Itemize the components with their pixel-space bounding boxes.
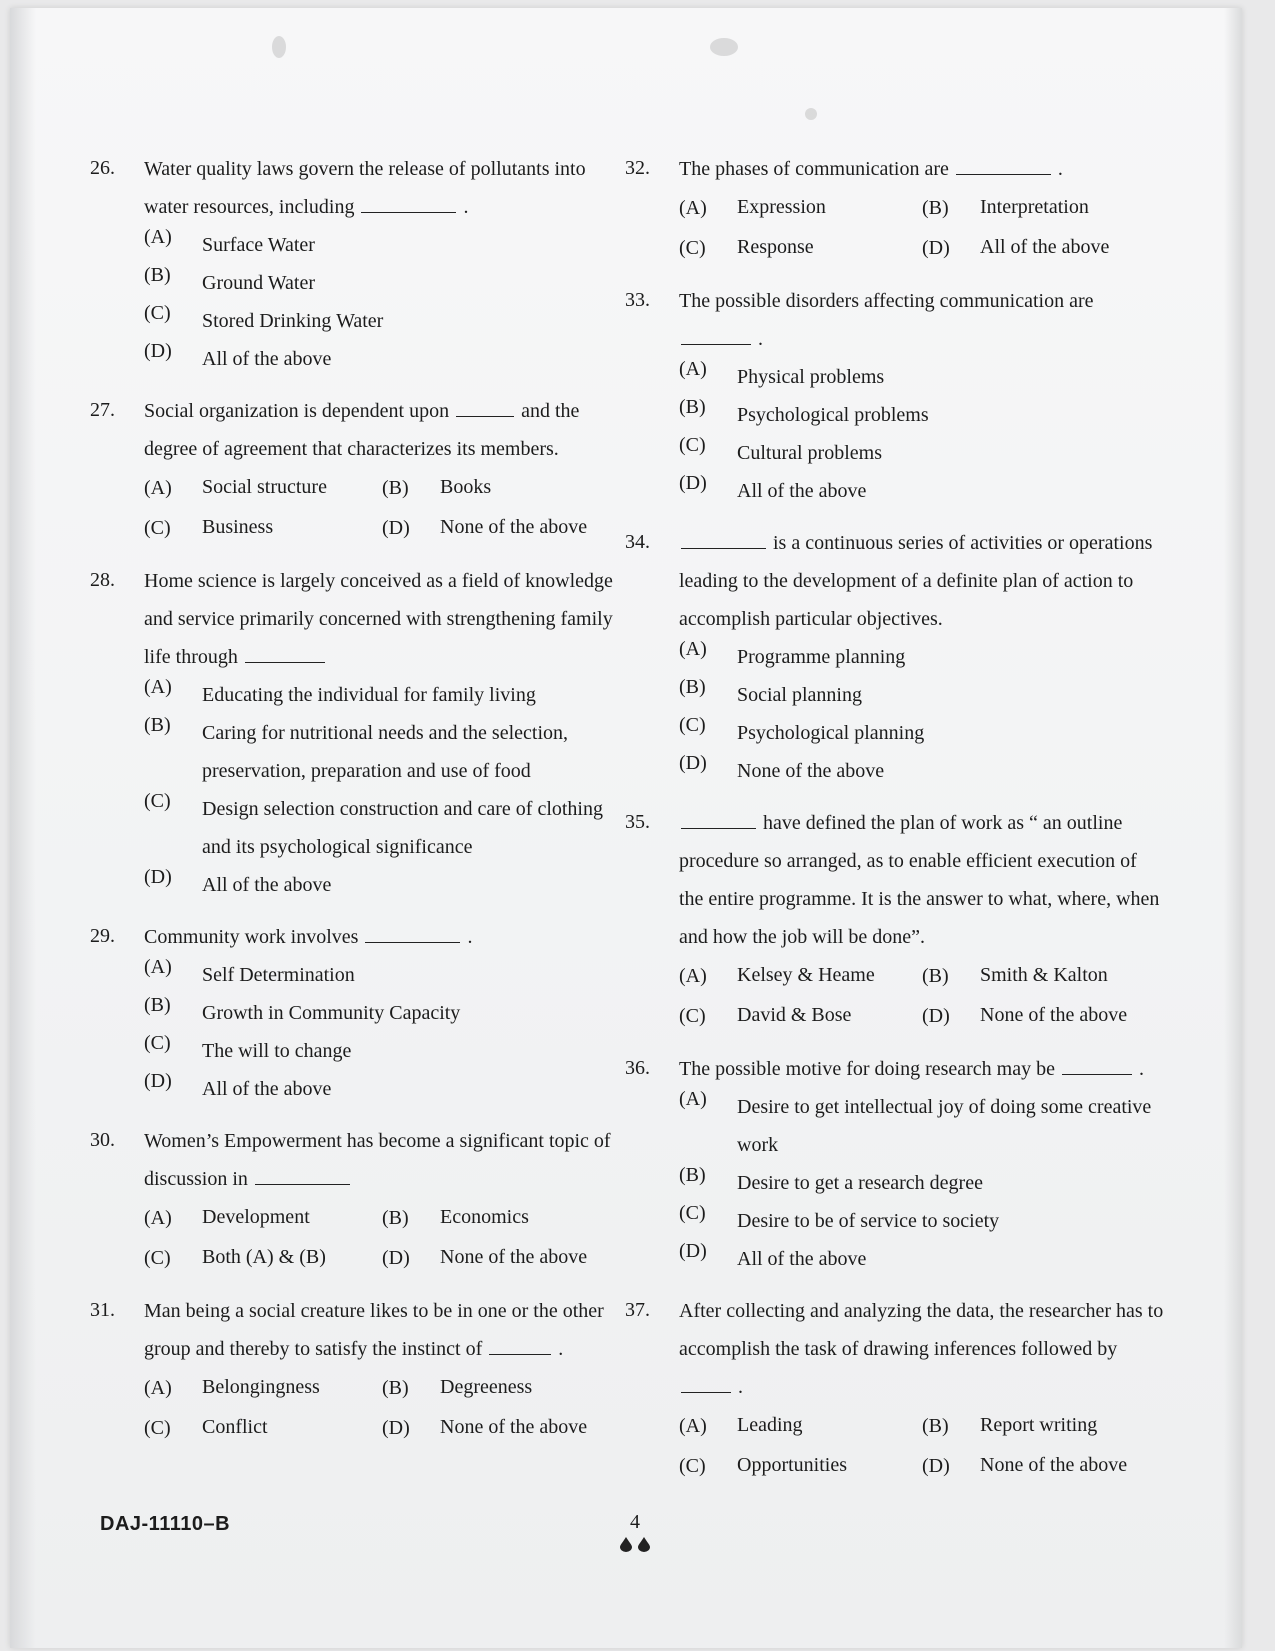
option-letter: (C) (679, 1005, 706, 1027)
option-letter: (C) (679, 237, 706, 259)
option-letter: (D) (922, 237, 950, 259)
question-text-after: and the degree of agreement that characterizes its members. (144, 400, 580, 460)
option-text: None of the above (440, 516, 588, 538)
option-letter: (A) (679, 358, 707, 380)
option-text: Belongingness (202, 1376, 320, 1398)
option-b (679, 396, 1165, 434)
question (90, 1292, 620, 1448)
option-c (679, 1202, 1165, 1240)
options (90, 956, 620, 1108)
option-letter: (B) (679, 1164, 706, 1186)
question-text-after: is a continuous series of activities or operations leading to the development of a definite plan of action to accomplish particular objectives. (679, 532, 1153, 630)
option-text: Design selection construction and care of clothing and its psychological significance (202, 798, 603, 858)
option-text: Stored Drinking Water (202, 310, 384, 332)
option-a (144, 468, 382, 508)
option-b (382, 1368, 620, 1408)
option-letter: (D) (144, 340, 172, 362)
option-a (679, 956, 922, 996)
option-letter: (B) (144, 714, 171, 736)
option-text: All of the above (202, 1078, 332, 1100)
option-text: Desire to be of service to society (737, 1210, 1000, 1232)
option-c (679, 434, 1165, 472)
option-text: None of the above (980, 1004, 1128, 1026)
option-letter: (B) (922, 1415, 949, 1437)
option-text: Caring for nutritional needs and the selection, preservation, preparation and use of food (202, 722, 569, 782)
option-letter: (A) (679, 1088, 707, 1110)
option-letter: (A) (144, 676, 172, 698)
option-c (144, 508, 382, 548)
answer-blank (1062, 1052, 1132, 1075)
option-a (144, 1368, 382, 1408)
option-d (679, 1240, 1165, 1278)
question-text-before: Community work involves (144, 926, 359, 948)
answer-blank (681, 322, 751, 345)
question-number: 28. (90, 569, 115, 591)
option-d (679, 472, 1165, 510)
option-text: None of the above (980, 1454, 1128, 1476)
option-row (679, 956, 1165, 996)
option-text: Social structure (202, 476, 327, 498)
option-letter: (C) (144, 1417, 171, 1439)
option-letter: (B) (382, 477, 409, 499)
option-c (144, 1238, 382, 1278)
question-number: 34. (625, 531, 650, 553)
option-letter: (B) (922, 197, 949, 219)
question-text (679, 524, 1165, 638)
option-a (144, 956, 620, 994)
question-text (679, 282, 1165, 358)
question-text (679, 150, 1165, 188)
option-b (922, 956, 1165, 996)
question-number: 32. (625, 157, 650, 179)
question-text (144, 1292, 620, 1368)
option-text: Response (737, 236, 814, 258)
option-text: The will to change (202, 1040, 352, 1062)
option-a (679, 188, 922, 228)
question-number: 30. (90, 1129, 115, 1151)
option-text: Educating the individual for family living (202, 684, 536, 706)
option-letter: (D) (922, 1005, 950, 1027)
right-column (625, 150, 1165, 1500)
option-d (144, 1070, 620, 1108)
option-b (144, 994, 620, 1032)
question-text-before: Water quality laws govern the release of pollutants into water resources, including (144, 158, 586, 218)
option-letter: (B) (382, 1377, 409, 1399)
question-text-before: The phases of communication are (679, 158, 949, 180)
question-text (144, 562, 620, 676)
answer-blank (681, 806, 756, 829)
question-text (144, 918, 620, 956)
option-letter: (B) (144, 994, 171, 1016)
question-text (679, 804, 1165, 956)
option-letter: (C) (144, 302, 171, 324)
paper-code: DAJ-11110–B (100, 1513, 231, 1535)
option-text: Both (A) & (B) (202, 1246, 326, 1268)
exam-page (10, 8, 1242, 1648)
question-number: 33. (625, 289, 650, 311)
answer-blank (361, 190, 456, 213)
question-text-after: have defined the plan of work as “ an outline procedure so arranged, as to enable efficient execution of the entire programme. It is the answer to what, where, when and how the job will be done”. (679, 812, 1160, 948)
option-text: Degreeness (440, 1376, 533, 1398)
answer-blank (456, 394, 514, 417)
options (625, 956, 1165, 1036)
question-text-after: . (758, 328, 763, 350)
option-text: All of the above (202, 874, 332, 896)
option-text: Self Determination (202, 964, 355, 986)
question-text-before: Women’s Empowerment has become a significant topic of discussion in (144, 1130, 611, 1190)
answer-blank (956, 152, 1051, 175)
option-b (922, 188, 1165, 228)
options (625, 1088, 1165, 1278)
question-text (144, 1122, 620, 1198)
answer-blank (681, 526, 766, 549)
option-text: Desire to get intellectual joy of doing some creative work (737, 1096, 1152, 1156)
drops-icon (617, 1536, 653, 1552)
question (625, 1050, 1165, 1278)
option-letter: (A) (679, 965, 707, 987)
option-text: Business (202, 516, 274, 538)
options (90, 1368, 620, 1448)
option-letter: (A) (679, 197, 707, 219)
question-number: 31. (90, 1299, 115, 1321)
option-b (679, 676, 1165, 714)
question-number: 26. (90, 157, 115, 179)
option-d (922, 228, 1165, 268)
option-c (679, 714, 1165, 752)
option-c (679, 228, 922, 268)
option-text: Expression (737, 196, 826, 218)
option-text: Psychological planning (737, 722, 925, 744)
option-text: Opportunities (737, 1454, 847, 1476)
option-text: Social planning (737, 684, 862, 706)
option-c (679, 996, 922, 1036)
question-number: 37. (625, 1299, 650, 1321)
option-b (679, 1164, 1165, 1202)
option-letter: (A) (144, 1377, 172, 1399)
option-text: Conflict (202, 1416, 268, 1438)
option-b (922, 1406, 1165, 1446)
option-b (382, 468, 620, 508)
question-number: 35. (625, 811, 650, 833)
options (90, 1198, 620, 1278)
option-letter: (C) (144, 790, 171, 812)
question (625, 524, 1165, 790)
option-letter: (D) (679, 472, 707, 494)
question (90, 562, 620, 904)
option-c (144, 302, 620, 340)
option-row (679, 1406, 1165, 1446)
option-letter: (D) (382, 517, 410, 539)
option-row (144, 1198, 620, 1238)
question-text-before: Social organization is dependent upon (144, 400, 450, 422)
scan-smudge (272, 36, 286, 58)
option-letter: (A) (144, 1207, 172, 1229)
option-text: Economics (440, 1206, 529, 1228)
option-d (144, 340, 620, 378)
question-text-before: Home science is largely conceived as a field of knowledge and service primarily concerned with strengthening family life through (144, 570, 613, 668)
option-c (679, 1446, 922, 1486)
option-row (144, 1238, 620, 1278)
option-text: Ground Water (202, 272, 315, 294)
option-letter: (C) (679, 714, 706, 736)
scan-edge-shadow (10, 8, 36, 1648)
option-letter: (B) (679, 396, 706, 418)
option-letter: (B) (922, 965, 949, 987)
option-text: Report writing (980, 1414, 1098, 1436)
option-text: All of the above (202, 348, 332, 370)
option-letter: (D) (144, 1070, 172, 1092)
option-text: Cultural problems (737, 442, 882, 464)
option-a (679, 358, 1165, 396)
option-a (679, 1088, 1165, 1164)
option-letter: (C) (679, 1202, 706, 1224)
option-text: None of the above (440, 1246, 588, 1268)
option-d (144, 866, 620, 904)
answer-blank (245, 640, 325, 663)
question-number: 36. (625, 1057, 650, 1079)
option-letter: (C) (144, 517, 171, 539)
question-text-before: The possible motive for doing research may be (679, 1058, 1055, 1080)
option-letter: (A) (144, 956, 172, 978)
option-row (144, 1408, 620, 1448)
option-letter: (B) (679, 676, 706, 698)
question (625, 804, 1165, 1036)
option-row (679, 1446, 1165, 1486)
option-letter: (D) (382, 1247, 410, 1269)
option-text: All of the above (737, 1248, 867, 1270)
option-c (144, 1408, 382, 1448)
option-text: Kelsey & Heame (737, 964, 875, 986)
question-text-after: . (1139, 1058, 1144, 1080)
answer-blank (681, 1370, 731, 1393)
option-letter: (C) (144, 1032, 171, 1054)
scan-smudge (710, 38, 738, 56)
option-d (382, 508, 620, 548)
option-letter: (D) (144, 866, 172, 888)
question (625, 150, 1165, 268)
option-row (679, 996, 1165, 1036)
options (625, 638, 1165, 790)
option-letter: (D) (679, 752, 707, 774)
question (90, 150, 620, 378)
option-letter: (B) (382, 1207, 409, 1229)
option-a (679, 638, 1165, 676)
option-row (144, 1368, 620, 1408)
option-text: Growth in Community Capacity (202, 1002, 461, 1024)
question (90, 918, 620, 1108)
option-a (144, 226, 620, 264)
option-text: David & Bose (737, 1004, 852, 1026)
question-text-before: After collecting and analyzing the data, the researcher has to accomplish the task of drawing inferences followed by (679, 1300, 1164, 1360)
option-letter: (A) (144, 477, 172, 499)
question-text-before: The possible disorders affecting communication are (679, 290, 1094, 312)
option-letter: (A) (679, 638, 707, 660)
option-text: None of the above (737, 760, 885, 782)
question-text-before: Man being a social creature likes to be in one or the other group and thereby to satisfy the instinct of (144, 1300, 604, 1360)
options (625, 358, 1165, 510)
question-text-after: . (1057, 158, 1063, 180)
option-c (144, 1032, 620, 1070)
option-d (382, 1238, 620, 1278)
option-d (922, 996, 1165, 1036)
question-text (144, 150, 620, 226)
option-row (144, 468, 620, 508)
answer-blank (365, 920, 460, 943)
question-text-after: . (467, 926, 473, 948)
options (90, 468, 620, 548)
question-number: 27. (90, 399, 115, 421)
question (625, 1292, 1165, 1486)
scan-smudge (805, 108, 817, 120)
option-c (144, 790, 620, 866)
answer-blank (489, 1332, 551, 1355)
option-text: Smith & Kalton (980, 964, 1108, 986)
options (90, 676, 620, 904)
options (90, 226, 620, 378)
option-b (144, 714, 620, 790)
answer-blank (255, 1162, 350, 1185)
option-letter: (A) (679, 1415, 707, 1437)
option-letter: (A) (144, 226, 172, 248)
options (625, 1406, 1165, 1486)
option-letter: (C) (679, 1455, 706, 1477)
question-text-after: . (558, 1338, 564, 1360)
option-letter: (D) (679, 1240, 707, 1262)
question-text (679, 1050, 1165, 1088)
option-text: Interpretation (980, 196, 1089, 218)
option-row (144, 508, 620, 548)
option-text: Desire to get a research degree (737, 1172, 983, 1194)
option-text: Programme planning (737, 646, 906, 668)
question (90, 1122, 620, 1278)
scan-right-edge (1224, 8, 1242, 1648)
option-row (679, 228, 1165, 268)
option-b (382, 1198, 620, 1238)
options (625, 188, 1165, 268)
option-text: All of the above (737, 480, 867, 502)
question-number: 29. (90, 925, 115, 947)
option-a (144, 676, 620, 714)
option-b (144, 264, 620, 302)
question-text (144, 392, 620, 468)
left-column (90, 150, 620, 1462)
option-text: Surface Water (202, 234, 315, 256)
option-d (679, 752, 1165, 790)
option-row (679, 188, 1165, 228)
option-text: Psychological problems (737, 404, 929, 426)
option-letter: (C) (144, 1247, 171, 1269)
option-a (679, 1406, 922, 1446)
option-letter: (B) (144, 264, 171, 286)
question-text (679, 1292, 1165, 1406)
question (625, 282, 1165, 510)
option-d (922, 1446, 1165, 1486)
option-text: All of the above (980, 236, 1110, 258)
question (90, 392, 620, 548)
option-text: Physical problems (737, 366, 885, 388)
option-a (144, 1198, 382, 1238)
question-text-after: . (463, 196, 469, 218)
option-text: None of the above (440, 1416, 588, 1438)
question-text-after: . (738, 1376, 743, 1398)
option-d (382, 1408, 620, 1448)
option-letter: (C) (679, 434, 706, 456)
option-letter: (D) (922, 1455, 950, 1477)
option-text: Leading (737, 1414, 803, 1436)
option-text: Development (202, 1206, 310, 1228)
option-letter: (D) (382, 1417, 410, 1439)
page-number: 4 (630, 1511, 640, 1533)
option-text: Books (440, 476, 492, 498)
